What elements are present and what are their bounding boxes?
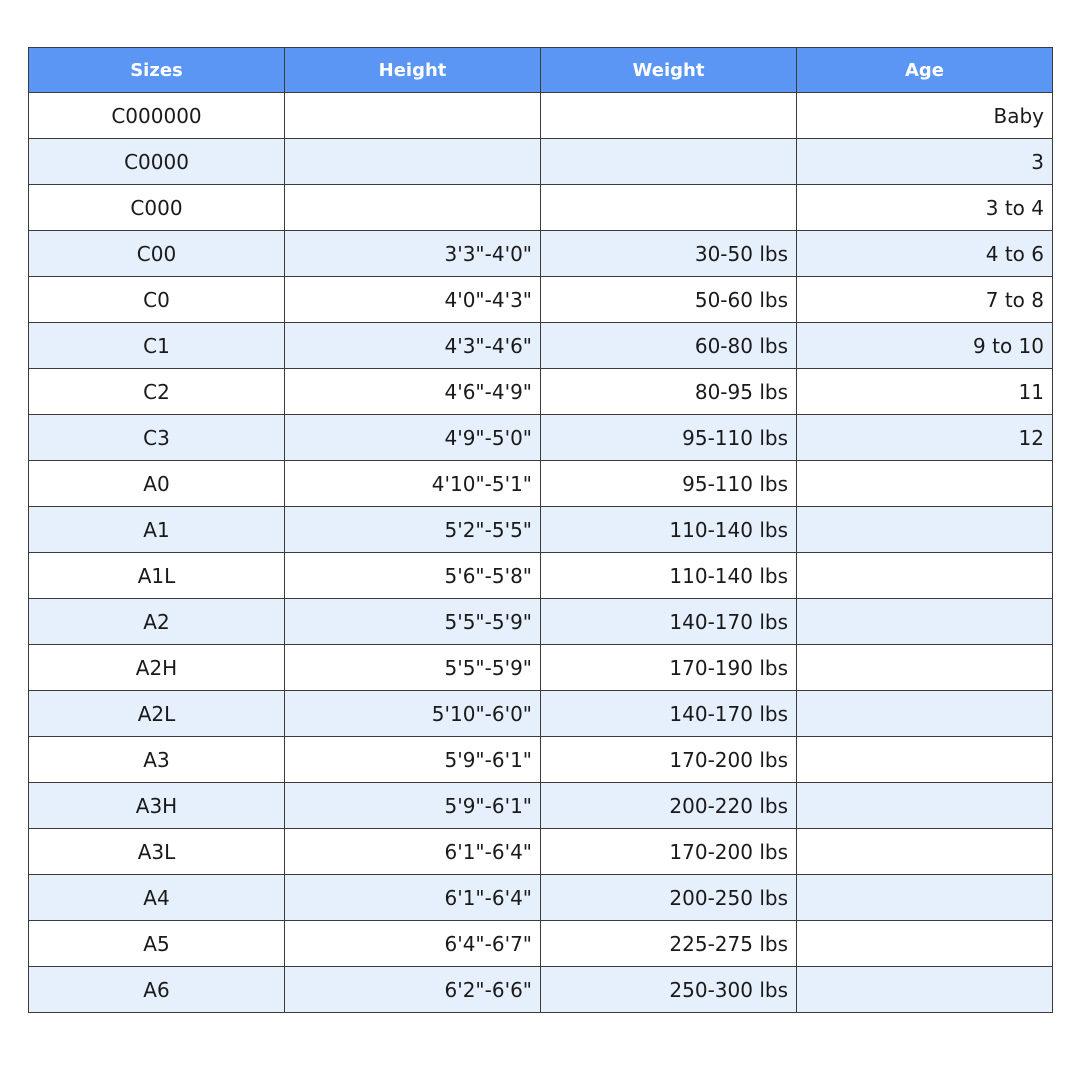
cell-weight: 95-110 lbs [541, 415, 797, 461]
cell-height [285, 185, 541, 231]
table-row [29, 231, 1053, 277]
cell-height: 4'6"-4'9" [285, 369, 541, 415]
cell-weight: 60-80 lbs [541, 323, 797, 369]
cell-age [797, 461, 1053, 507]
cell-height: 6'1"-6'4" [285, 829, 541, 875]
table-row [29, 737, 1053, 783]
cell-age [797, 967, 1053, 1013]
cell-weight: 170-190 lbs [541, 645, 797, 691]
table-row [29, 967, 1053, 1013]
cell-height: 4'3"-4'6" [285, 323, 541, 369]
cell-height: 5'6"-5'8" [285, 553, 541, 599]
header-weight: Weight [541, 48, 797, 93]
cell-age: 11 [797, 369, 1053, 415]
cell-age [797, 829, 1053, 875]
cell-height: 3'3"-4'0" [285, 231, 541, 277]
cell-weight: 225-275 lbs [541, 921, 797, 967]
cell-size: C000000 [29, 93, 285, 139]
cell-size: A3 [29, 737, 285, 783]
table-row [29, 93, 1053, 139]
table-row [29, 415, 1053, 461]
size-chart [28, 47, 1052, 1013]
table-row [29, 185, 1053, 231]
cell-age [797, 691, 1053, 737]
table-row [29, 323, 1053, 369]
cell-age: 7 to 8 [797, 277, 1053, 323]
cell-size: A2H [29, 645, 285, 691]
cell-size: C3 [29, 415, 285, 461]
table-body [29, 93, 1053, 1013]
cell-weight: 50-60 lbs [541, 277, 797, 323]
cell-size: A0 [29, 461, 285, 507]
cell-age [797, 737, 1053, 783]
cell-weight: 30-50 lbs [541, 231, 797, 277]
cell-age: Baby [797, 93, 1053, 139]
cell-size: A3L [29, 829, 285, 875]
table-header-row [29, 48, 1053, 93]
table-row [29, 783, 1053, 829]
table-row [29, 645, 1053, 691]
cell-height: 6'1"-6'4" [285, 875, 541, 921]
header-sizes: Sizes [29, 48, 285, 93]
cell-size: A2L [29, 691, 285, 737]
size-table [28, 47, 1053, 1013]
cell-age [797, 875, 1053, 921]
cell-size: A1 [29, 507, 285, 553]
cell-height: 5'9"-6'1" [285, 783, 541, 829]
cell-size: C0000 [29, 139, 285, 185]
cell-weight: 140-170 lbs [541, 599, 797, 645]
table-row [29, 277, 1053, 323]
cell-height: 4'9"-5'0" [285, 415, 541, 461]
cell-size: C0 [29, 277, 285, 323]
cell-weight: 110-140 lbs [541, 507, 797, 553]
cell-age [797, 783, 1053, 829]
cell-age [797, 507, 1053, 553]
cell-age [797, 553, 1053, 599]
cell-size: C00 [29, 231, 285, 277]
cell-height: 5'9"-6'1" [285, 737, 541, 783]
cell-age: 4 to 6 [797, 231, 1053, 277]
cell-weight: 200-250 lbs [541, 875, 797, 921]
cell-age: 3 to 4 [797, 185, 1053, 231]
cell-height: 6'2"-6'6" [285, 967, 541, 1013]
cell-weight [541, 139, 797, 185]
header-height: Height [285, 48, 541, 93]
cell-height [285, 139, 541, 185]
cell-weight: 140-170 lbs [541, 691, 797, 737]
cell-weight: 200-220 lbs [541, 783, 797, 829]
cell-weight: 95-110 lbs [541, 461, 797, 507]
cell-height: 6'4"-6'7" [285, 921, 541, 967]
table-row [29, 553, 1053, 599]
cell-weight: 110-140 lbs [541, 553, 797, 599]
table-row [29, 599, 1053, 645]
cell-height: 4'10"-5'1" [285, 461, 541, 507]
cell-weight: 80-95 lbs [541, 369, 797, 415]
cell-weight: 170-200 lbs [541, 829, 797, 875]
cell-weight: 250-300 lbs [541, 967, 797, 1013]
cell-height [285, 93, 541, 139]
table-row [29, 875, 1053, 921]
cell-weight [541, 93, 797, 139]
table-row [29, 691, 1053, 737]
cell-height: 5'5"-5'9" [285, 599, 541, 645]
cell-age: 3 [797, 139, 1053, 185]
table-row [29, 461, 1053, 507]
cell-height: 5'5"-5'9" [285, 645, 541, 691]
cell-weight: 170-200 lbs [541, 737, 797, 783]
cell-size: C000 [29, 185, 285, 231]
cell-weight [541, 185, 797, 231]
cell-size: C1 [29, 323, 285, 369]
cell-height: 4'0"-4'3" [285, 277, 541, 323]
cell-size: A2 [29, 599, 285, 645]
cell-age: 9 to 10 [797, 323, 1053, 369]
cell-age [797, 599, 1053, 645]
cell-size: A1L [29, 553, 285, 599]
cell-height: 5'10"-6'0" [285, 691, 541, 737]
cell-size: C2 [29, 369, 285, 415]
cell-age: 12 [797, 415, 1053, 461]
cell-size: A5 [29, 921, 285, 967]
cell-size: A4 [29, 875, 285, 921]
table-row [29, 139, 1053, 185]
table-row [29, 507, 1053, 553]
cell-age [797, 921, 1053, 967]
cell-size: A3H [29, 783, 285, 829]
table-row [29, 369, 1053, 415]
cell-height: 5'2"-5'5" [285, 507, 541, 553]
cell-size: A6 [29, 967, 285, 1013]
table-row [29, 829, 1053, 875]
header-age: Age [797, 48, 1053, 93]
cell-age [797, 645, 1053, 691]
table-row [29, 921, 1053, 967]
